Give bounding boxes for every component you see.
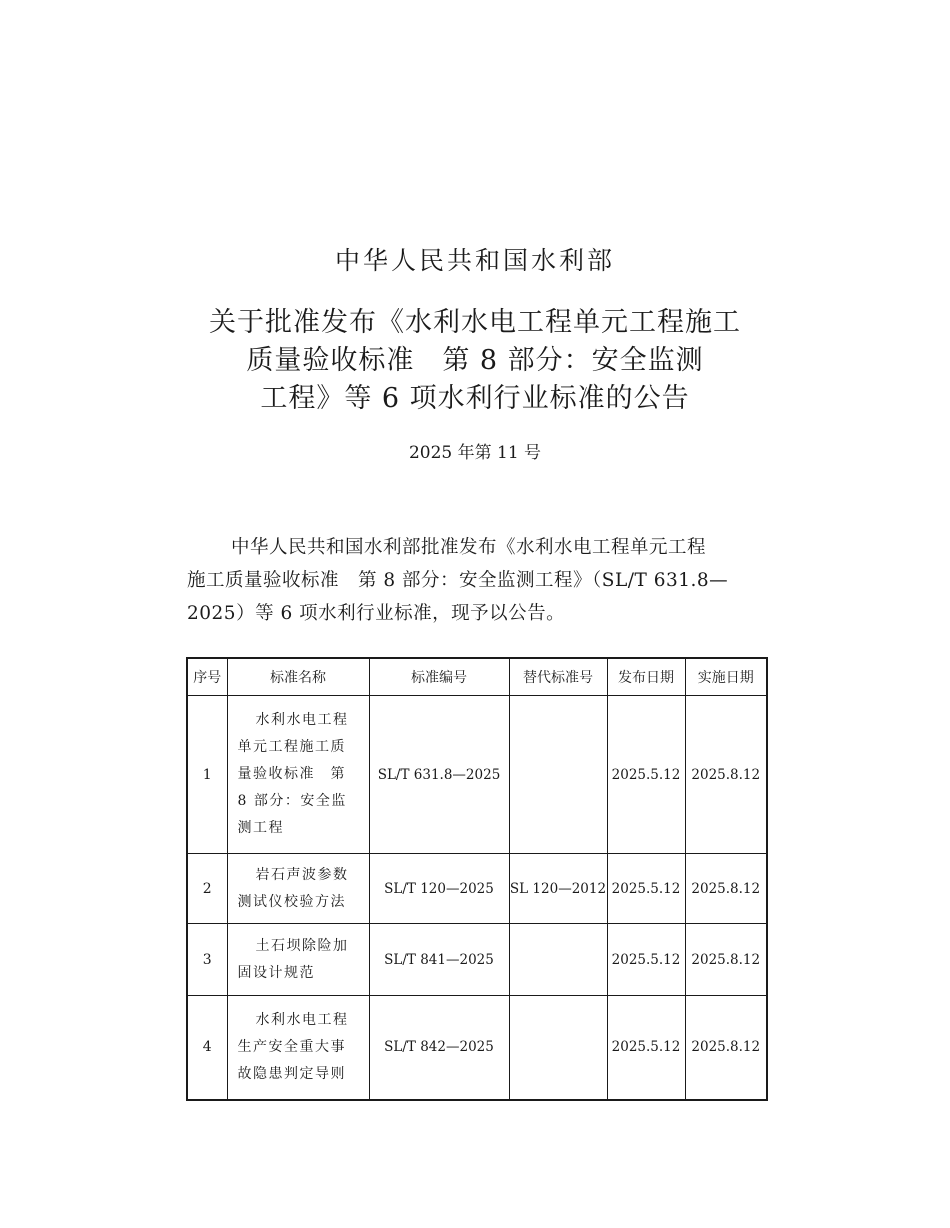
document-number: 2025 年第 11 号 [408, 443, 542, 463]
standard-name: 岩石声波参数测试仪校验方法 [227, 854, 369, 924]
title-line-1: 关于批准发布《水利水电工程单元工程施工 [209, 307, 741, 338]
table-row [187, 854, 767, 924]
body-line-3: 2025）等 6 项水利行业标准，现予以公告。 [187, 603, 566, 624]
row-index: 2 [187, 854, 227, 924]
publish-date: 2025.5.12 [607, 924, 685, 996]
effective-date: 2025.8.12 [685, 996, 767, 1100]
effective-date: 2025.8.12 [685, 696, 767, 854]
standard-name: 水利水电工程生产安全重大事故隐患判定导则 [227, 996, 369, 1100]
body-line-2: 施工质量验收标准 第 8 部分：安全监测工程》（SL/T 631.8— [187, 570, 729, 591]
publish-date: 2025.5.12 [607, 854, 685, 924]
publish-date: 2025.5.12 [607, 696, 685, 854]
standard-code: SL/T 841—2025 [369, 924, 509, 996]
standard-name: 水利水电工程单元工程施工质量验收标准 第 8 部分：安全监测工程 [227, 696, 369, 854]
title-line-3: 工程》等 6 项水利行业标准的公告 [260, 383, 690, 414]
standard-code: SL/T 842—2025 [369, 996, 509, 1100]
header-replaces: 替代标准号 [509, 658, 607, 696]
table-header-row [187, 658, 767, 696]
replaced-standard [509, 924, 607, 996]
table-row [187, 924, 767, 996]
announcement-title [0, 304, 950, 418]
header-code: 标准编号 [369, 658, 509, 696]
issuing-authority: 中华人民共和国水利部 [334, 246, 615, 275]
announcement-body [187, 531, 767, 630]
replaced-standard: SL 120—2012 [509, 854, 607, 924]
header-index: 序号 [187, 658, 227, 696]
standard-name: 土石坝除险加固设计规范 [227, 924, 369, 996]
header-name: 标准名称 [227, 658, 369, 696]
table-row [187, 996, 767, 1100]
standard-code: SL/T 120—2025 [369, 854, 509, 924]
header-published: 发布日期 [607, 658, 685, 696]
header-effective: 实施日期 [685, 658, 767, 696]
effective-date: 2025.8.12 [685, 854, 767, 924]
standards-table [186, 657, 768, 1101]
publish-date: 2025.5.12 [607, 996, 685, 1100]
table-row [187, 696, 767, 854]
replaced-standard [509, 996, 607, 1100]
row-index: 4 [187, 996, 227, 1100]
replaced-standard [509, 696, 607, 854]
effective-date: 2025.8.12 [685, 924, 767, 996]
standard-code: SL/T 631.8—2025 [369, 696, 509, 854]
row-index: 3 [187, 924, 227, 996]
body-line-1: 中华人民共和国水利部批准发布《水利水电工程单元工程 [231, 537, 707, 558]
row-index: 1 [187, 696, 227, 854]
title-line-2: 质量验收标准 第 8 部分：安全监测 [246, 345, 704, 376]
